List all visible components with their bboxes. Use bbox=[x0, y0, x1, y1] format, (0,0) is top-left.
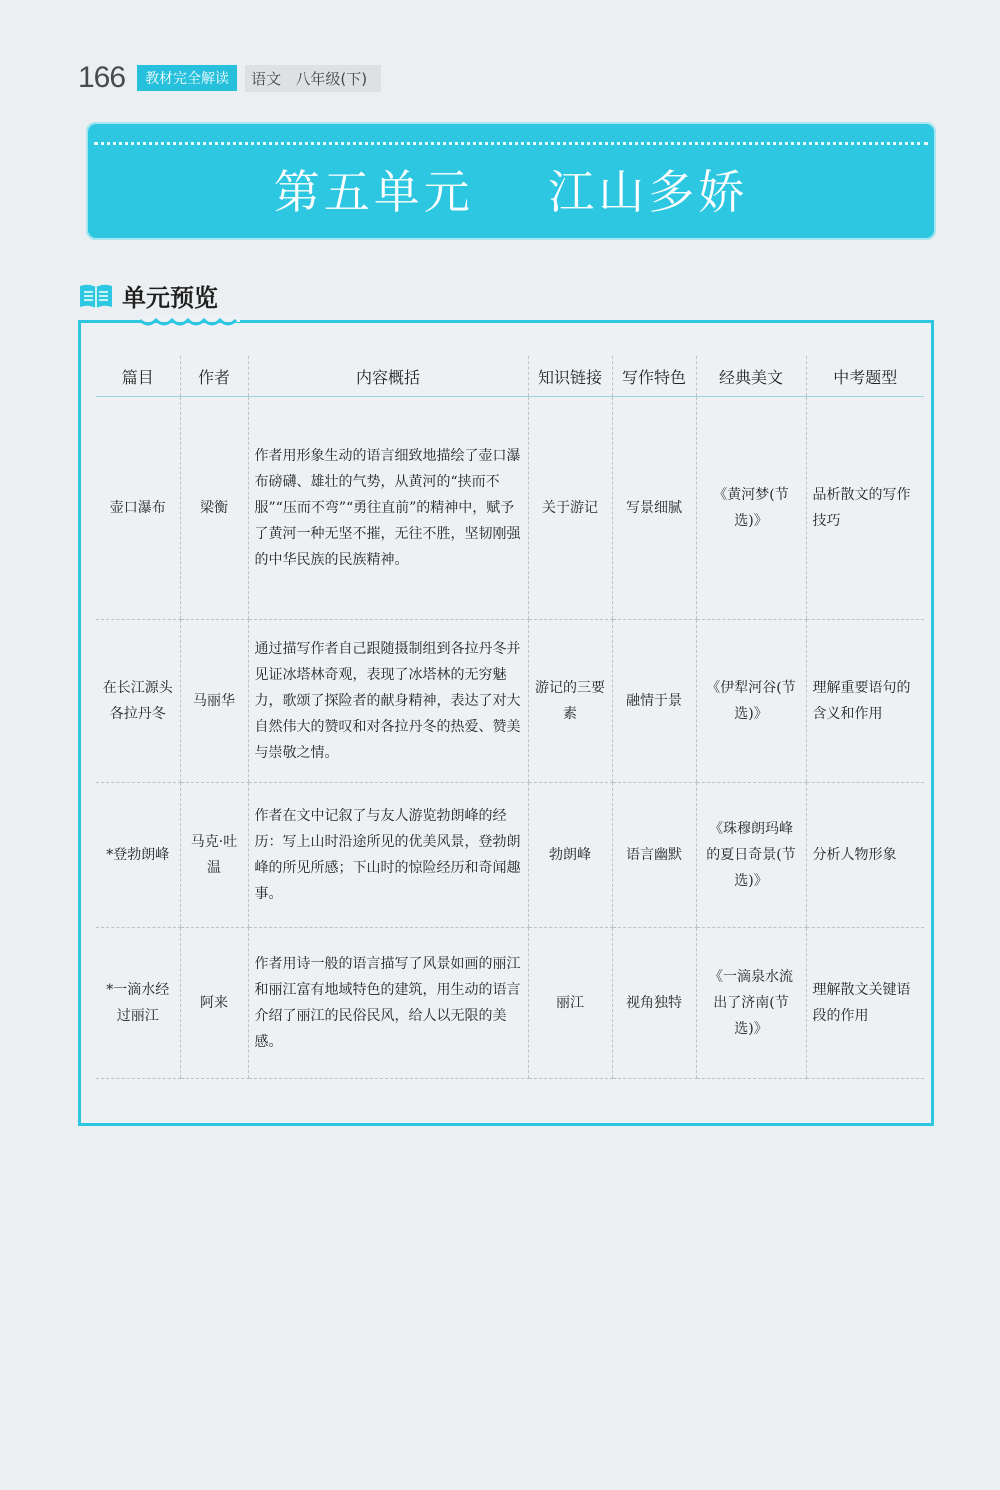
column-header: 中考题型 bbox=[806, 356, 924, 397]
column-header: 写作特色 bbox=[612, 356, 696, 397]
cell-exam: 分析人物形象 bbox=[806, 783, 924, 928]
cell-knowledge: 勃朗峰 bbox=[528, 783, 612, 928]
cell-summary: 作者在文中记叙了与友人游览勃朗峰的经历：写上山时沿途所见的优美风景，登勃朗峰的所见所感；下山时的惊险经历和奇闻趣事。 bbox=[248, 783, 528, 928]
unit-preview-table bbox=[96, 356, 924, 1079]
subject-label: 语文 八年级(下) bbox=[245, 65, 381, 92]
cell-title: 壶口瀑布 bbox=[96, 397, 180, 620]
table-row bbox=[96, 397, 924, 620]
cell-summary: 作者用形象生动的语言细致地描绘了壶口瀑布磅礴、雄壮的气势，从黄河的“挟而不服”“压而不弯”“勇往直前”的精神中，赋予了黄河一种无坚不摧，无往不胜，坚韧刚强的中华民族的民族精神。 bbox=[248, 397, 528, 620]
book-icon bbox=[78, 283, 114, 309]
cell-author: 马丽华 bbox=[180, 620, 248, 783]
unit-title: 第五单元 江山多娇 bbox=[273, 165, 749, 219]
cell-author: 阿来 bbox=[180, 928, 248, 1079]
column-header: 内容概括 bbox=[248, 356, 528, 397]
cell-feature: 视角独特 bbox=[612, 928, 696, 1079]
section-heading bbox=[78, 278, 218, 313]
cell-feature: 融情于景 bbox=[612, 620, 696, 783]
table-header-row bbox=[96, 356, 924, 397]
cell-author: 马克·吐温 bbox=[180, 783, 248, 928]
cell-classic: 《黄河梦(节选)》 bbox=[696, 397, 806, 620]
cell-title: 在长江源头各拉丹冬 bbox=[96, 620, 180, 783]
cell-feature: 写景细腻 bbox=[612, 397, 696, 620]
cell-feature: 语言幽默 bbox=[612, 783, 696, 928]
cell-author: 梁衡 bbox=[180, 397, 248, 620]
unit-banner bbox=[86, 122, 936, 240]
table-row bbox=[96, 783, 924, 928]
cell-knowledge: 丽江 bbox=[528, 928, 612, 1079]
series-badge: 教材完全解读 bbox=[137, 65, 237, 91]
cell-knowledge: 关于游记 bbox=[528, 397, 612, 620]
table-row bbox=[96, 928, 924, 1079]
cell-exam: 品析散文的写作技巧 bbox=[806, 397, 924, 620]
cell-classic: 《伊犁河谷(节选)》 bbox=[696, 620, 806, 783]
cell-knowledge: 游记的三要素 bbox=[528, 620, 612, 783]
column-header: 篇目 bbox=[96, 356, 180, 397]
cell-exam: 理解散文关键语段的作用 bbox=[806, 928, 924, 1079]
table-row bbox=[96, 620, 924, 783]
cell-classic: 《珠穆朗玛峰的夏日奇景(节选)》 bbox=[696, 783, 806, 928]
column-header: 作者 bbox=[180, 356, 248, 397]
cell-summary: 作者用诗一般的语言描写了风景如画的丽江和丽江富有地域特色的建筑，用生动的语言介绍了丽江的民俗民风，给人以无限的美感。 bbox=[248, 928, 528, 1079]
column-header: 知识链接 bbox=[528, 356, 612, 397]
cell-summary: 通过描写作者自己跟随摄制组到各拉丹冬并见证冰塔林奇观，表现了冰塔林的无穷魅力，歌颂了探险者的献身精神，表达了对大自然伟大的赞叹和对各拉丹冬的热爱、赞美与崇敬之情。 bbox=[248, 620, 528, 783]
page-number: 166 bbox=[78, 61, 126, 94]
page-header bbox=[78, 60, 381, 96]
cell-classic: 《一滴泉水流出了济南(节选)》 bbox=[696, 928, 806, 1079]
wave-decoration bbox=[140, 314, 240, 328]
cell-exam: 理解重要语句的含义和作用 bbox=[806, 620, 924, 783]
section-title: 单元预览 bbox=[122, 284, 218, 312]
column-header: 经典美文 bbox=[696, 356, 806, 397]
cell-title: *登勃朗峰 bbox=[96, 783, 180, 928]
cell-title: *一滴水经过丽江 bbox=[96, 928, 180, 1079]
